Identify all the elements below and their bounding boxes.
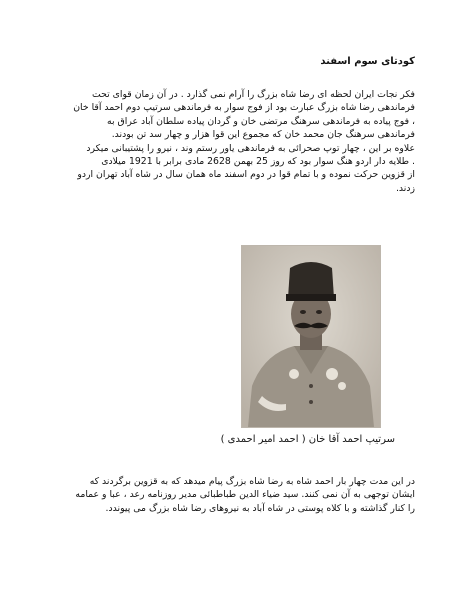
paragraph-1-line: علاوه بر این ، چهار توپ صحرائی به فرماندهی یاور رستم وند ، نیرو را پشتیبانی میکرد xyxy=(86,142,415,154)
portrait-photo xyxy=(241,245,381,428)
photo-caption: سرتیپ احمد آقا خان ( احمد امیر احمدی ) xyxy=(220,434,395,445)
paragraph-1 xyxy=(45,88,415,195)
paragraph-1-line: فکر نجات ایران لحظه ای رضا شاه بزرگ را آرام نمی گذارد . در آن زمان قوای تحت xyxy=(91,89,415,100)
portrait-illustration xyxy=(242,246,380,427)
paragraph-1-line: ، فوج پیاده به فرماندهی سرهنگ مرتضی خان و گردان پیاده سلطان آباد عراق به xyxy=(107,115,415,127)
paragraph-1-line: از قزوین حرکت نموده و با تمام قوا در دوم اسفند ماه همان سال در شاه آباد تهران اردو xyxy=(77,169,415,181)
paragraph-1-line: فرماندهی رضا شاه بزرگ عبارت بود از فوج سوار به فرماندهی سرتیپ دوم احمد آقا خان xyxy=(73,102,415,114)
paragraph-2-line: ایشان توجهی به آن نمی کنند. سید ضیاء الدین طباطبائی مدیر روزنامه رعد ، عبا و عمامه xyxy=(75,489,415,501)
paragraph-1-line: زدند. xyxy=(395,182,415,194)
paragraph-1-line: فرماندهی سرهنگ جان محمد خان که مجموع این قوا هزار و چهار سد تن بودند. xyxy=(111,129,415,141)
paragraph-1-line: . طلایه دار اردو هنگ سوار بود که روز 25 بهمن 2628 مادی برابر با 1921 میلادی xyxy=(101,156,415,168)
paragraph-2-line: را کنار گذاشته و با کلاه پوستی در شاه آباد به نیروهای رضا شاه بزرگ می پیوندد. xyxy=(105,502,415,514)
paragraph-2-line: در این مدت چهار بار احمد شاه به رضا شاه بزرگ پیام میدهد که به قزوین برگردند که xyxy=(89,476,415,487)
paragraph-2 xyxy=(45,475,415,515)
document-title: کودتای سوم اسفند xyxy=(320,56,415,67)
